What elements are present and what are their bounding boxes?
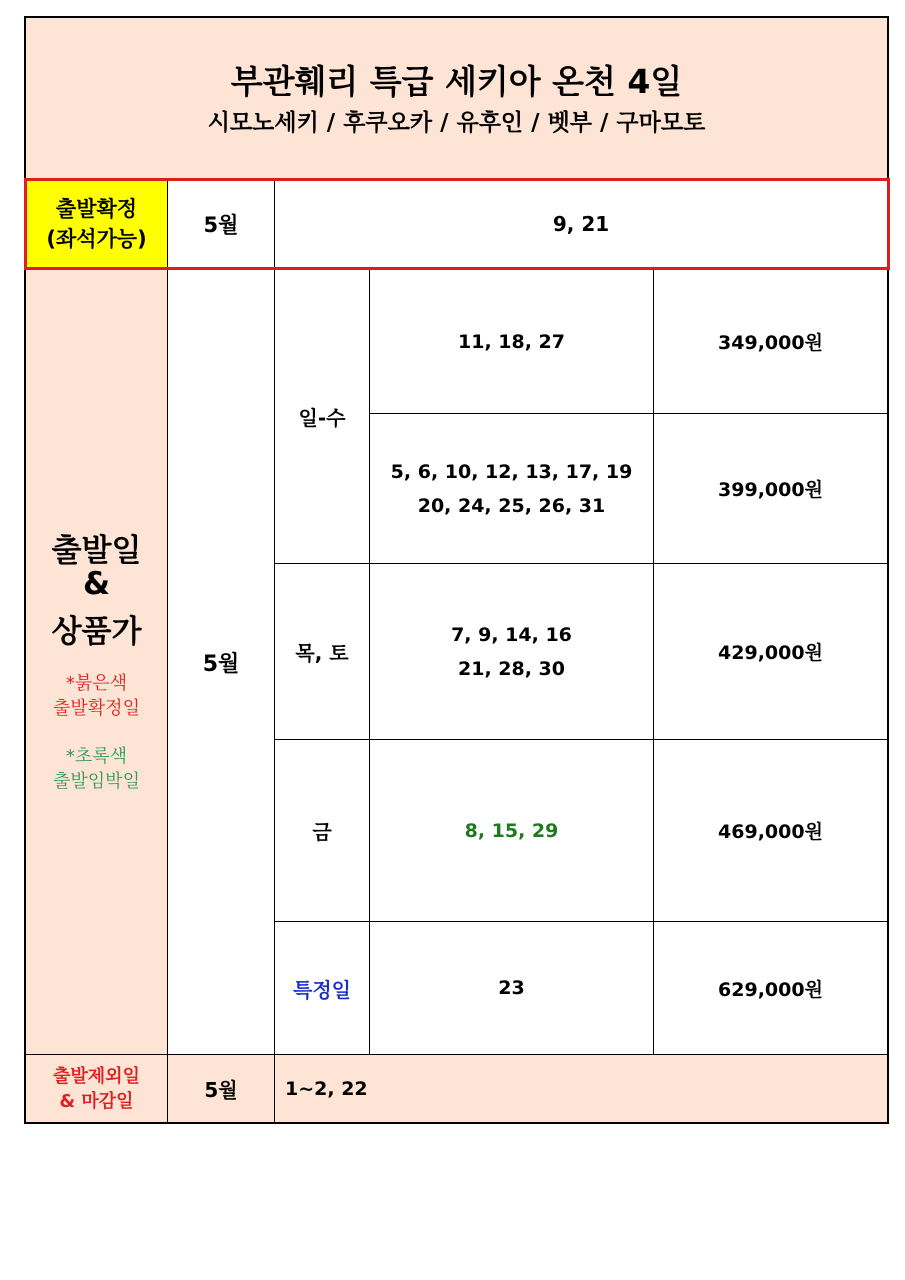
price-row-4: 469,000원 (653, 739, 887, 921)
note-green-line2: 출발임박일 (53, 771, 140, 792)
header-section (26, 18, 887, 179)
confirmed-label-line2: (좌석가능) (46, 227, 147, 251)
confirmed-month: 5월 (167, 179, 274, 269)
dates-row-3-line2: 21, 28, 30 (458, 657, 565, 680)
note-red-line1: *붉은색 (65, 673, 128, 694)
price-row-5: 629,000원 (653, 921, 887, 1054)
schedule-label-line3: 상품가 (51, 614, 142, 650)
day-fri: 금 (274, 739, 369, 921)
excluded-label (26, 1054, 167, 1122)
day-thu-sat: 목, 토 (274, 563, 369, 739)
page-subtitle: 시모노세키 / 후쿠오카 / 유후인 / 벳부 / 구마모토 (207, 110, 706, 136)
price-row-2: 399,000원 (653, 413, 887, 563)
price-row-1: 349,000원 (653, 270, 887, 413)
excluded-month: 5월 (167, 1054, 274, 1122)
page-title: 부관훼리 특급 세키아 온천 4일 (230, 62, 683, 101)
dates-row-2-line1: 5, 6, 10, 12, 13, 17, 19 (390, 460, 633, 483)
schedule-label-line2: & (82, 566, 111, 602)
dates-row-4: 8, 15, 29 (369, 739, 653, 921)
note-red-line2: 출발확정일 (53, 698, 140, 719)
dates-row-1: 11, 18, 27 (369, 270, 653, 413)
dates-row-2 (369, 413, 653, 563)
dates-row-3 (369, 563, 653, 739)
dates-row-5: 23 (369, 921, 653, 1054)
excluded-label-line2: & 마감일 (59, 1090, 134, 1112)
confirmed-dates: 9, 21 (274, 179, 887, 269)
price-row-3: 429,000원 (653, 563, 887, 739)
schedule-label-line1: 출발일 (51, 533, 142, 569)
note-green-line1: *초록색 (65, 746, 128, 767)
day-special: 특정일 (274, 921, 369, 1054)
confirmed-highlight-border (24, 178, 890, 270)
excluded-dates: 1~2, 22 (274, 1054, 887, 1122)
schedule-label (26, 270, 167, 1054)
excluded-label-line1: 출발제외일 (53, 1065, 140, 1087)
day-sun-wed: 일-수 (274, 270, 369, 563)
schedule-month: 5월 (167, 270, 274, 1054)
confirmed-label-line1: 출발확정 (55, 197, 138, 221)
dates-row-2-line2: 20, 24, 25, 26, 31 (417, 494, 606, 517)
dates-row-3-line1: 7, 9, 14, 16 (451, 623, 572, 646)
